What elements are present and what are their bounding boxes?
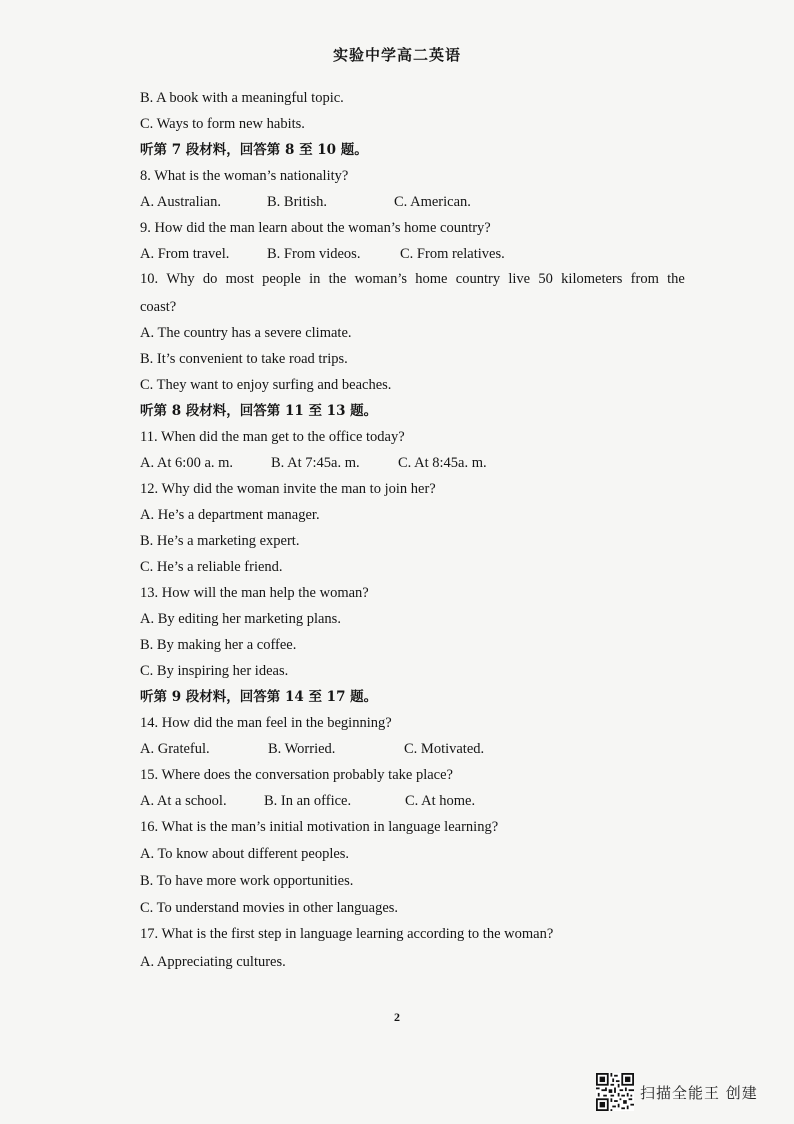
option-text: A. He’s a department manager. (140, 507, 320, 523)
option-b: B. In an office. (264, 793, 352, 809)
word: Why (166, 271, 195, 287)
option-text: B. By making her a coffee. (140, 637, 297, 653)
scanner-watermark (596, 1072, 758, 1112)
question-text: 16. What is the man’s initial motivation in language learning? (140, 819, 499, 835)
question-text: 15. Where does the conversation probably take place? (140, 767, 453, 783)
question-text: 13. How will the man help the woman? (140, 585, 369, 601)
option-b: B. From videos. (267, 246, 361, 262)
word: the (328, 271, 347, 287)
option-text: C. By inspiring her ideas. (140, 663, 289, 679)
option-text: B. To have more work opportunities. (140, 873, 354, 889)
question-text: 12. Why did the woman invite the man to join her? (140, 481, 436, 497)
option-text: C. They want to enjoy surfing and beaches. (140, 377, 392, 393)
option-a: A. Grateful. (140, 741, 210, 757)
page-title: 实验中学高二英语 (332, 46, 461, 64)
word: do (202, 271, 218, 287)
section-instruction: 听第 8 段材料，回答第 11 至 13 题。 (140, 403, 378, 419)
word: home (415, 271, 448, 287)
word: live (508, 271, 531, 287)
option-a: A. At 6:00 a. m. (140, 455, 234, 471)
option-text: C. To understand movies in other languages. (140, 900, 399, 916)
word: woman’s (354, 271, 407, 287)
scanner-label: 扫描全能王 创建 (640, 1083, 758, 1102)
word: country (455, 271, 501, 287)
option-b: B. Worried. (268, 741, 336, 757)
option-c: C. Motivated. (404, 741, 485, 757)
section-instruction: 听第 7 段材料，回答第 8 至 10 题。 (140, 142, 368, 158)
word: kilometers (561, 271, 623, 287)
option-text: B. It’s convenient to take road trips. (140, 351, 348, 367)
option-b: B. At 7:45a. m. (271, 455, 360, 471)
option-text: A. Appreciating cultures. (140, 954, 286, 970)
option-a: A. From travel. (140, 246, 230, 262)
question-text: 17. What is the first step in language learning according to the woman? (140, 926, 554, 942)
word: people (262, 271, 301, 287)
question-text: 14. How did the man feel in the beginning? (140, 715, 392, 731)
option-a: A. Australian. (140, 194, 221, 210)
option-text: A. To know about different peoples. (140, 846, 350, 862)
word: 50 (538, 271, 553, 287)
word: 10. (140, 271, 159, 287)
option-c: C. American. (394, 194, 471, 210)
option-c: C. From relatives. (400, 246, 505, 262)
question-text: 9. How did the man learn about the woman’s home country? (140, 220, 491, 236)
option-text: A. The country has a severe climate. (140, 325, 352, 341)
question-text-continued: coast? (140, 299, 177, 315)
page-number: 2 (394, 1010, 400, 1024)
option-text: C. Ways to form new habits. (140, 116, 305, 132)
section-instruction: 听第 9 段材料，回答第 14 至 17 题。 (140, 689, 378, 705)
question-text: 8. What is the woman’s nationality? (140, 168, 349, 184)
word: in (309, 271, 321, 287)
option-text: A. By editing her marketing plans. (140, 611, 341, 627)
option-b: B. British. (267, 194, 328, 210)
option-text: B. He’s a marketing expert. (140, 533, 300, 549)
word: most (225, 271, 254, 287)
word: the (667, 271, 685, 287)
question-text: 11. When did the man get to the office today? (140, 429, 405, 445)
option-text: C. He’s a reliable friend. (140, 559, 283, 575)
question-text-justified (140, 270, 685, 288)
option-c: C. At 8:45a. m. (398, 455, 487, 471)
option-a: A. At a school. (140, 793, 227, 809)
qr-code-icon (596, 1073, 634, 1111)
option-c: C. At home. (405, 793, 476, 809)
word: from (630, 271, 659, 287)
option-text: B. A book with a meaningful topic. (140, 90, 344, 106)
